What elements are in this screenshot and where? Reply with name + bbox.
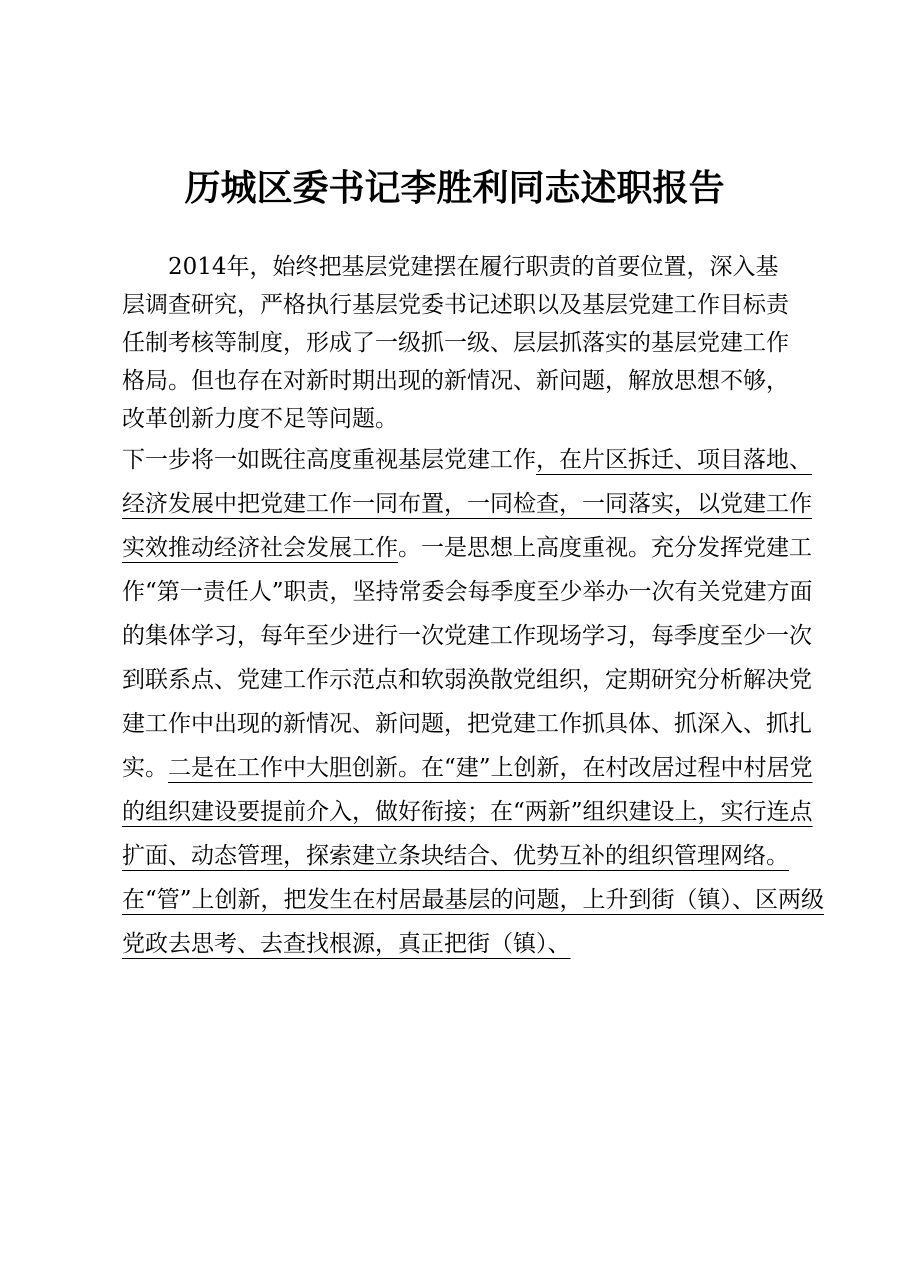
document-title: 历城区委书记李胜利同志述职报告 [184,167,725,209]
document-body [122,248,832,966]
paragraph-2-underlined-a: ，在片区拆迁、项目落地、经济发展中把党建工作一同布置，一同检查，一同落实，以党建工作实效推动经济社会发展工作 [122,447,812,561]
paragraph-2-underlined-b: 二是在工作中大胆创新。在“建”上创新，在村改居过程中村居党的组织建设要提前介入，做好衔接；在“两新”组织建设上，实行连点扩面、动态管理，探索建立条块结合、优势互补的组织管理网络。在“管”上创新，把发生在村居最基层的问题，上升到街（镇）、区两级党政去思考、去查找根源，真正把街（镇）、 [122,755,825,957]
paragraph-2-text-a: 下一步将一如既往高度重视基层党建工作 [122,447,536,473]
paragraph-2-text-b: 。一是思想上高度重视。充分发挥党建工作“第一责任人”职责，坚持常委会每季度至少举办一次有关党建方面的集体学习，每年至少进行一次党建工作现场学习，每季度至少一次到联系点、党建工作示范点和软弱涣散党组织，定期研究分析解决党建工作中出现的新情况、新问题，把党建工作抓具体、抓深入、抓扎实。 [122,535,813,781]
paragraph-2 [122,438,832,966]
paragraph-1: 2014年，始终把基层党建摆在履行职责的首要位置，深入基层调查研究，严格执行基层党委书记述职以及基层党建工作目标责任制考核等制度，形成了一级抓一级、层层抓落实的基层党建工作格局。但也存在对新时期出现的新情况、新问题，解放思想不够，改革创新力度不足等问题。 [122,254,789,432]
